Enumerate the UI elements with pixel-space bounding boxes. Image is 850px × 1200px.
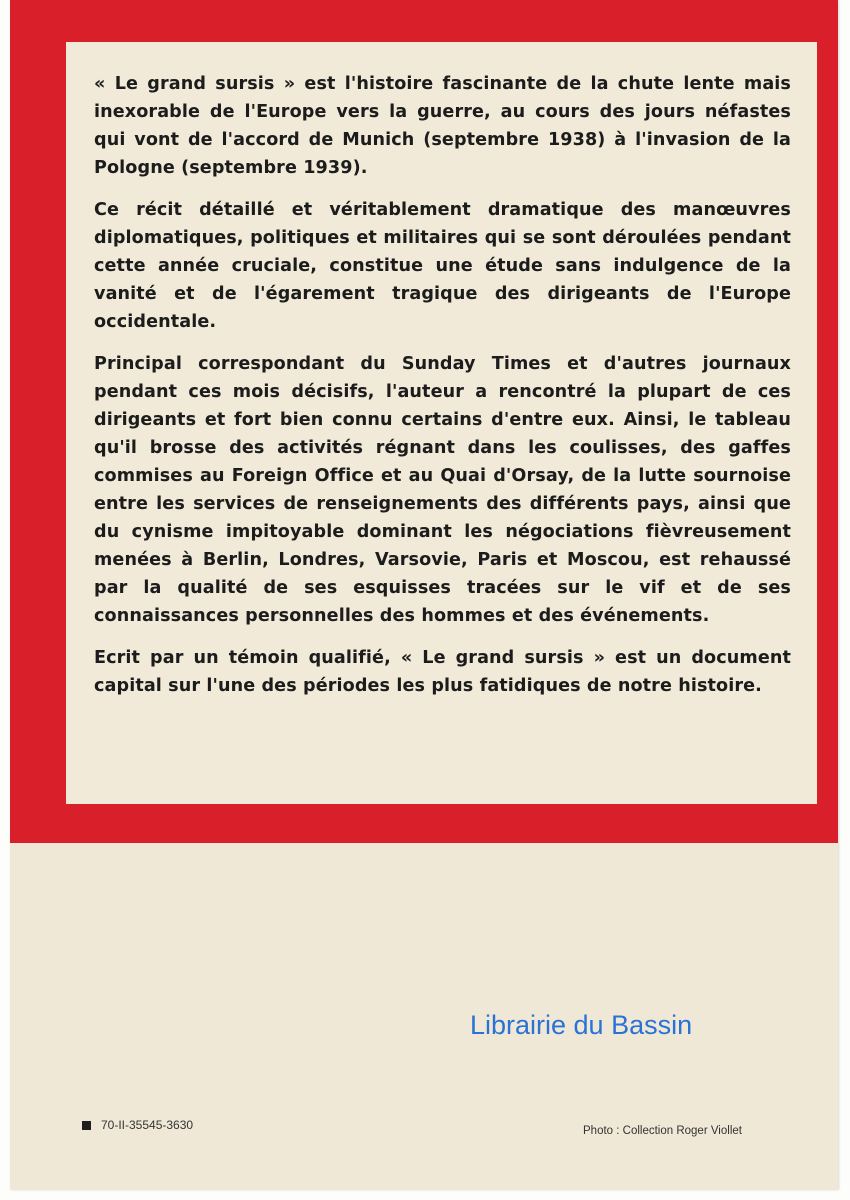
blurb-paragraph-3: Principal correspondant du Sunday Times et d'autres journaux pendant ces mois décisifs, l'auteur a rencontré la plupart de ces dirigeants et fort bien connu certains d'entre eux. Ainsi, le tableau qu'il brosse des activités régnant dans les coulisses, des gaffes commises au Foreign Office et au Quai d'Orsay, de la lutte sournoise entre les services de renseignements des différents pays, ainsi que du cynisme impitoyable dominant les négociations fièvreusement menées à Berlin, Londres, Varsovie, Paris et Moscou, est rehaussé par la qualité de ses esquisses tracées sur le vif et de ses connaissances personnelles des hommes et des événements.	[94, 354, 791, 626]
square-bullet-icon	[82, 1121, 91, 1130]
isbn-block	[82, 1118, 193, 1132]
red-cover-band	[10, 0, 838, 843]
blurb-paragraph-4: Ecrit par un témoin qualifié, « Le grand sursis » est un document capital sur l'une des périodes les plus fatidiques de notre histoire.	[94, 648, 791, 696]
book-back-cover	[10, 0, 838, 1190]
blurb-paragraph-1: « Le grand sursis » est l'histoire fascinante de la chute lente mais inexorable de l'Europe vers la guerre, au cours des jours néfastes qui vont de l'accord de Munich (septembre 1938) à l'invasion de la Pologne (septembre 1939).	[94, 74, 791, 178]
photo-credit: Photo : Collection Roger Viollet	[583, 1125, 742, 1137]
bookshop-watermark: Librairie du Bassin	[470, 1010, 693, 1040]
blurb-panel	[66, 42, 817, 804]
isbn-code: 70-II-35545-3630	[101, 1118, 194, 1132]
blurb-paragraph-2: Ce récit détaillé et véritablement dramatique des manœuvres diplomatiques, politiques et militaires qui se sont déroulées pendant cette année cruciale, constitue une étude sans indulgence de la vanité et de l'égarement tragique des dirigeants de l'Europe occidentale.	[94, 200, 791, 332]
